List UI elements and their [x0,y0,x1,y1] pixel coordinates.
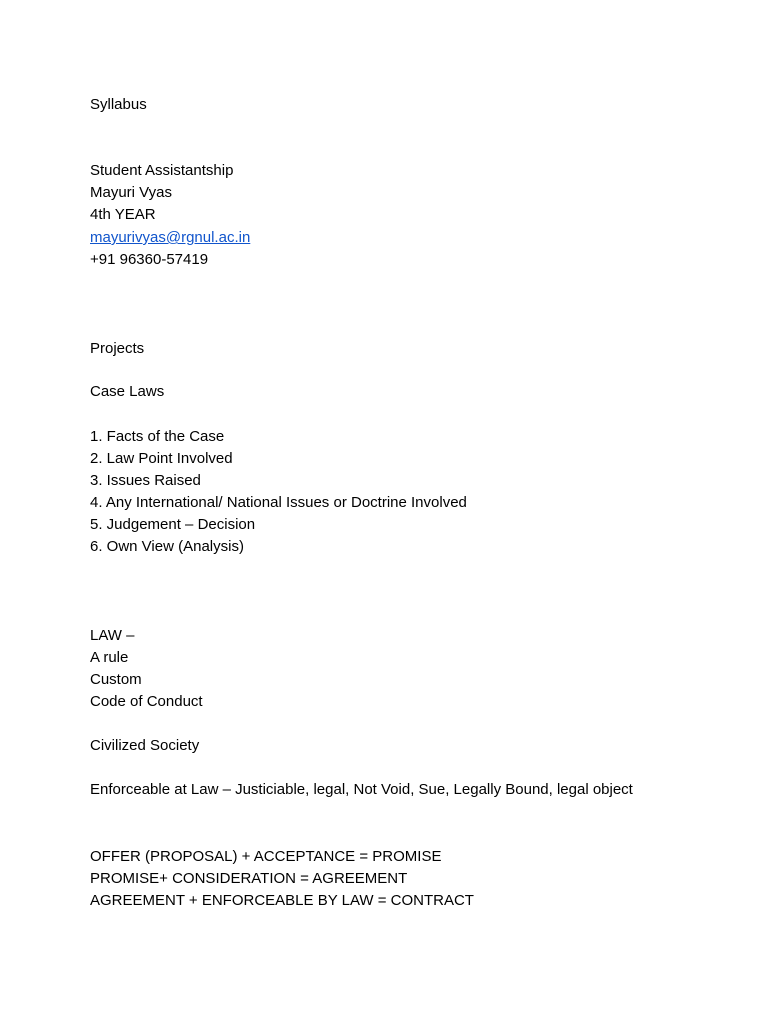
document-title: Syllabus [90,96,147,113]
contact-year: 4th YEAR [90,206,156,223]
law-meaning: A rule [90,649,129,666]
list-item: 6. Own View (Analysis) [90,538,244,555]
law-meaning: Custom [90,671,142,688]
contact-phone: +91 96360-57419 [90,251,209,268]
enforceable-text: Enforceable at Law – Justiciable, legal, Not Void, Sue, Legally Bound, legal object [90,781,633,798]
list-item: 1. Facts of the Case [90,428,225,445]
equation-line: AGREEMENT + ENFORCEABLE BY LAW = CONTRACT [90,892,474,909]
list-item: 5. Judgement – Decision [90,516,256,533]
civilized-society-text: Civilized Society [90,737,200,754]
contact-heading: Student Assistantship [90,162,234,179]
list-item: 3. Issues Raised [90,472,201,489]
list-item: 4. Any International/ National Issues or Doctrine Involved [90,494,467,511]
case-laws-heading: Case Laws [90,383,165,400]
projects-heading: Projects [90,340,145,357]
email-link[interactable]: mayurivyas@rgnul.ac.in [90,229,251,246]
list-item: 2. Law Point Involved [90,450,233,467]
law-meaning: Code of Conduct [90,693,203,710]
equation-line: PROMISE+ CONSIDERATION = AGREEMENT [90,870,408,887]
law-heading: LAW – [90,627,135,644]
contact-name: Mayuri Vyas [90,184,172,201]
equation-line: OFFER (PROPOSAL) + ACCEPTANCE = PROMISE [90,848,442,865]
